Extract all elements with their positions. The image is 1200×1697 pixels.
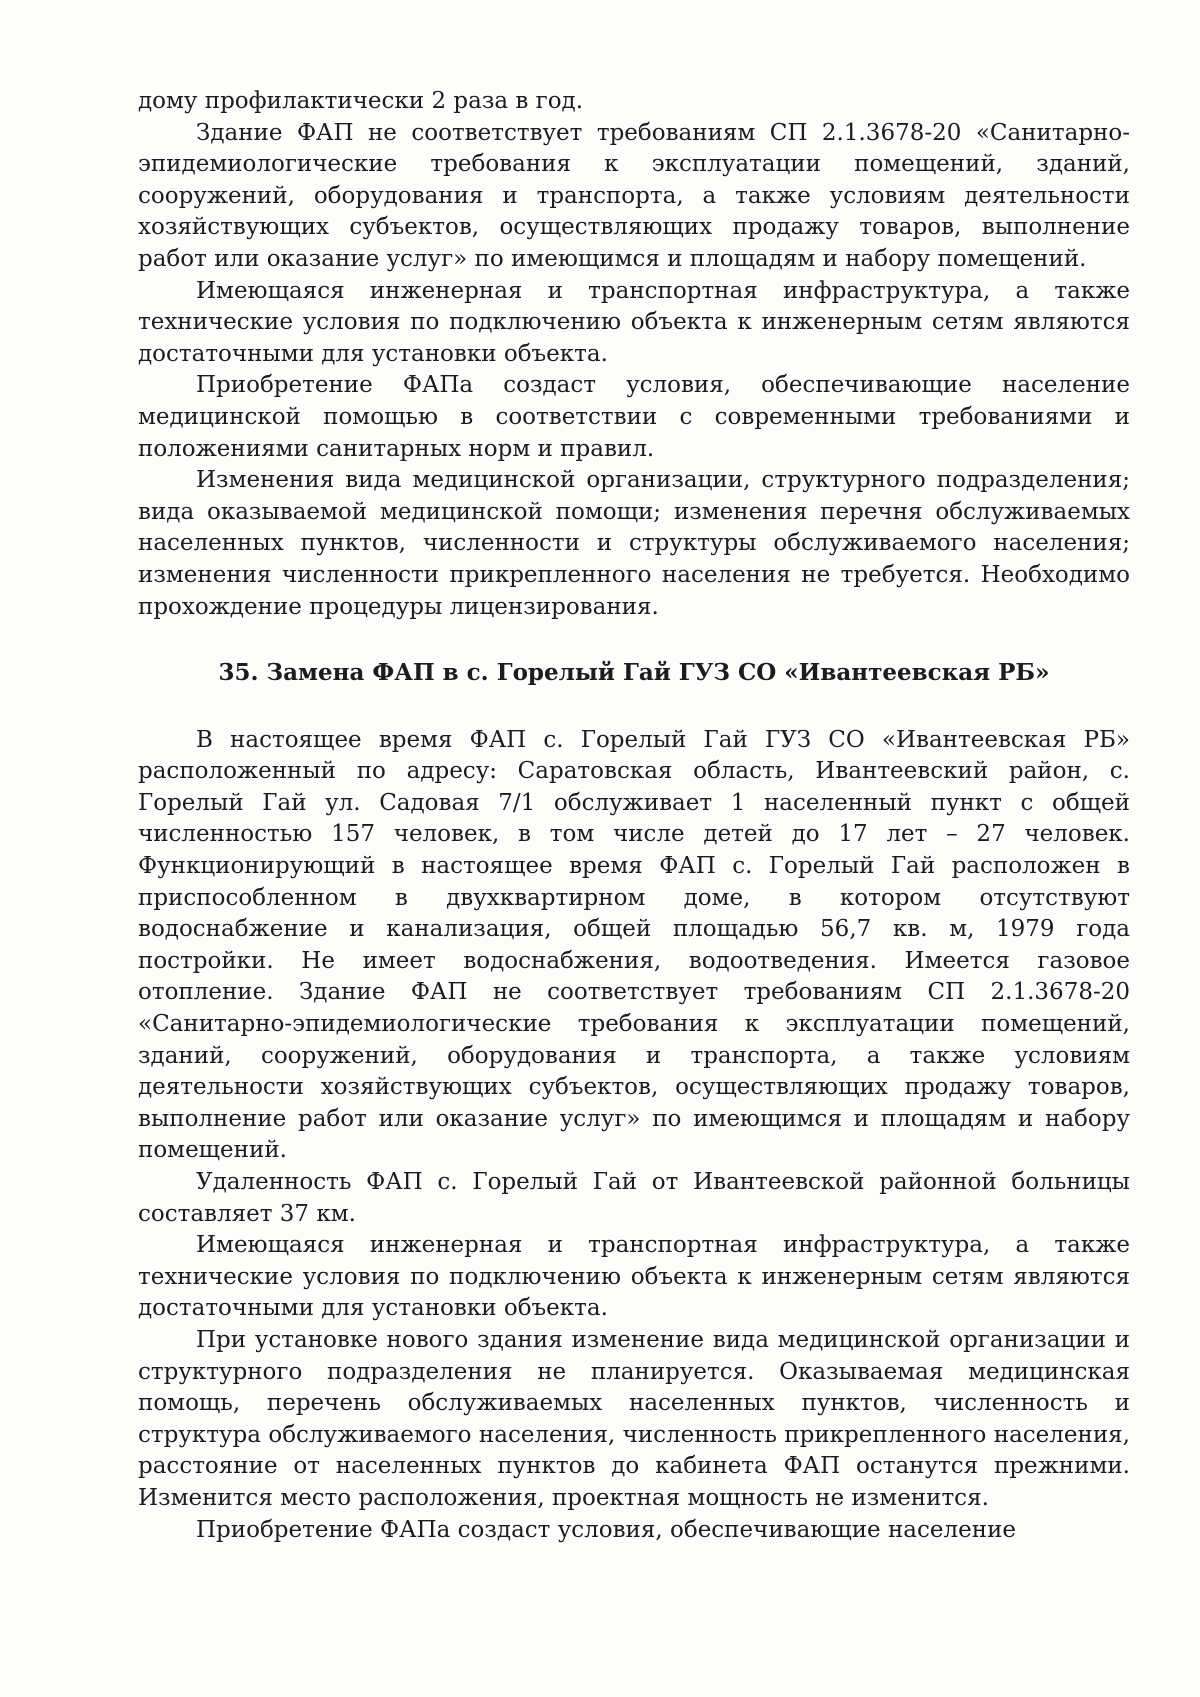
paragraph-infrastructure-2: Имеющаяся инженерная и транспортная инфраструктура, а также технические условия по подключению объекта к инженерным сетям являются достаточными для установки объекта.	[138, 1232, 1130, 1322]
document-body	[138, 86, 1130, 1546]
paragraph-new-building: При установке нового здания изменение вида медицинской организации и структурного подразделения не планируется. Оказываемая медицинская помощь, перечень обслуживаемых населенных пунктов, численность и структура обслуживаемого населения, численность прикрепленного населения, расстояние от населенных пунктов до кабинета ФАП останутся прежними. Изменится место расположения, проектная мощность не изменится.	[138, 1326, 1130, 1511]
paragraph-distance: Удаленность ФАП с. Горелый Гай от Ивантеевской районной больницы составляет 37 км.	[138, 1169, 1130, 1227]
paragraph-current-state: В настоящее время ФАП с. Горелый Гай ГУЗ СО «Ивантеевская РБ» расположенный по адресу: Саратовская область, Ивантеевский район, с. Горелый Гай ул. Садовая 7/1 обслуживает 1 населенный пункт с общей численностью 157 человек, в том числе детей до 17 лет – 27 человек. Функционирующий в настоящее время ФАП с. Горелый Гай расположен в приспособленном в двухквартирном доме, в котором отсутствуют водоснабжение и канализация, общей площадью 56,7 кв. м, 1979 года постройки. Не имеет водоснабжения, водоотведения. Имеется газовое отопление. Здание ФАП не соответствует требованиям СП 2.1.3678-20 «Санитарно-эпидемиологические требования к эксплуатации помещений, зданий, сооружений, оборудования и транспорта, а также условиям деятельности хозяйствующих субъектов, осуществляющих продажу товаров, выполнение работ или оказание услуг» по имеющимся и площадям и набору помещений.	[138, 726, 1130, 1164]
paragraph-organization-changes: Изменения вида медицинской организации, структурного подразделения; вида оказываемой медицинской помощи; изменения перечня обслуживаемых населенных пунктов, численности и структуры обслуживаемого населения; изменения численности прикрепленного населения не требуется. Необходимо прохождение процедуры лицензирования.	[138, 467, 1130, 620]
paragraph-acquisition-benefit-2: Приобретение ФАПа создаст условия, обеспечивающие население	[196, 1516, 1017, 1543]
paragraph-building-compliance: Здание ФАП не соответствует требованиям СП 2.1.3678-20 «Санитарно-эпидемиологические требования к эксплуатации помещений, зданий, сооружений, оборудования и транспорта, а также условиям деятельности хозяйствующих субъектов, осуществляющих продажу товаров, выполнение работ или оказание услуг» по имеющимся и площадям и набору помещений.	[138, 119, 1130, 272]
paragraph-acquisition-benefit: Приобретение ФАПа создаст условия, обеспечивающие население медицинской помощью в соответствии с современными требованиями и положениями санитарных норм и правил.	[138, 372, 1130, 462]
section-heading: 35. Замена ФАП в с. Горелый Гай ГУЗ СО «Ивантеевская РБ»	[218, 659, 1050, 687]
paragraph-continuation: дому профилактически 2 раза в год.	[138, 88, 584, 114]
paragraph-infrastructure: Имеющаяся инженерная и транспортная инфраструктура, а также технические условия по подключению объекта к инженерным сетям являются достаточными для установки объекта.	[138, 277, 1130, 367]
